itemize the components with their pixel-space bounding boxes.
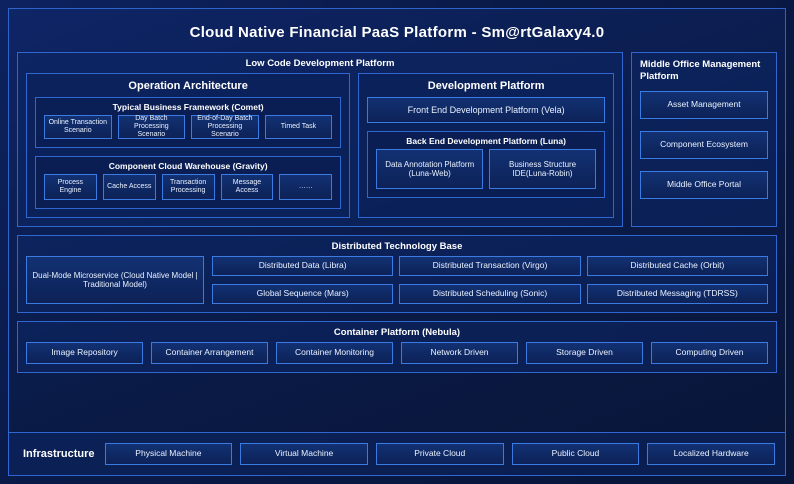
list-item[interactable]: Distributed Scheduling (Sonic): [399, 284, 580, 304]
diagram-frame: [8, 8, 786, 476]
infrastructure-label: Infrastructure: [23, 448, 95, 460]
low-code-platform-panel: [17, 52, 623, 227]
list-item[interactable]: Image Repository: [26, 342, 143, 364]
list-item[interactable]: Container Monitoring: [276, 342, 393, 364]
development-platform-panel: [358, 73, 614, 218]
list-item[interactable]: Online Transaction Scenario: [44, 115, 112, 139]
list-item[interactable]: Cache Access: [103, 174, 156, 200]
list-item[interactable]: Public Cloud: [512, 443, 640, 465]
page-title: Cloud Native Financial PaaS Platform - Sm@rtGalaxy4.0: [189, 24, 605, 41]
infrastructure-panel: [8, 432, 786, 476]
list-item[interactable]: Component Ecosystem: [640, 131, 768, 159]
container-platform-title: Container Platform (Nebula): [333, 327, 461, 338]
component-cloud-warehouse-title: Component Cloud Warehouse (Gravity): [108, 161, 268, 171]
distributed-row: [212, 256, 768, 276]
list-item[interactable]: Timed Task: [265, 115, 333, 139]
typical-business-framework-group: [35, 97, 341, 148]
list-item[interactable]: Network Driven: [401, 342, 518, 364]
list-item[interactable]: ……: [279, 174, 332, 200]
dual-mode-microservice-label: Dual-Mode Microservice (Cloud Native Model | Traditional Model): [26, 256, 204, 304]
dual-mode-microservice-item[interactable]: [26, 256, 204, 304]
list-item[interactable]: Distributed Cache (Orbit): [587, 256, 768, 276]
list-item[interactable]: Business Structure IDE(Luna-Robin): [489, 149, 596, 189]
middle-office-panel: [631, 52, 777, 227]
back-end-platform-group: [367, 131, 605, 198]
list-item[interactable]: Process Engine: [44, 174, 97, 200]
list-item[interactable]: Distributed Transaction (Virgo): [399, 256, 580, 276]
list-item[interactable]: Global Sequence (Mars): [212, 284, 393, 304]
low-code-platform-title: Low Code Development Platform: [245, 58, 395, 69]
operation-architecture-panel: [26, 73, 350, 218]
list-item[interactable]: Message Access: [221, 174, 274, 200]
container-platform-panel: [17, 321, 777, 373]
list-item[interactable]: Virtual Machine: [240, 443, 368, 465]
list-item[interactable]: Computing Driven: [651, 342, 768, 364]
top-section: [17, 52, 777, 227]
operation-architecture-title: Operation Architecture: [128, 80, 248, 92]
development-platform-title: Development Platform: [427, 80, 545, 92]
typical-business-framework-title: Typical Business Framework (Comet): [112, 102, 264, 112]
list-item[interactable]: Distributed Messaging (TDRSS): [587, 284, 768, 304]
list-item[interactable]: Localized Hardware: [647, 443, 775, 465]
list-item[interactable]: Private Cloud: [376, 443, 504, 465]
list-item[interactable]: Transaction Processing: [162, 174, 215, 200]
list-item[interactable]: Middle Office Portal: [640, 171, 768, 199]
list-item[interactable]: Asset Management: [640, 91, 768, 119]
middle-office-title: Middle Office Management Platform: [640, 59, 761, 82]
list-item[interactable]: Storage Driven: [526, 342, 643, 364]
distributed-technology-base-title: Distributed Technology Base: [331, 241, 463, 252]
component-cloud-warehouse-group: [35, 156, 341, 209]
front-end-platform-label: Front End Development Platform (Vela): [367, 97, 605, 123]
list-item[interactable]: Day Batch Processing Scenario: [118, 115, 186, 139]
distributed-technology-base-panel: [17, 235, 777, 313]
list-item[interactable]: Physical Machine: [105, 443, 233, 465]
list-item[interactable]: Data Annotation Platform (Luna-Web): [376, 149, 483, 189]
list-item[interactable]: End-of-Day Batch Processing Scenario: [191, 115, 259, 139]
back-end-platform-title: Back End Development Platform (Luna): [406, 136, 566, 146]
front-end-platform-item[interactable]: [367, 97, 605, 123]
list-item[interactable]: Distributed Data (Libra): [212, 256, 393, 276]
distributed-row: [212, 284, 768, 304]
list-item[interactable]: Container Arrangement: [151, 342, 268, 364]
